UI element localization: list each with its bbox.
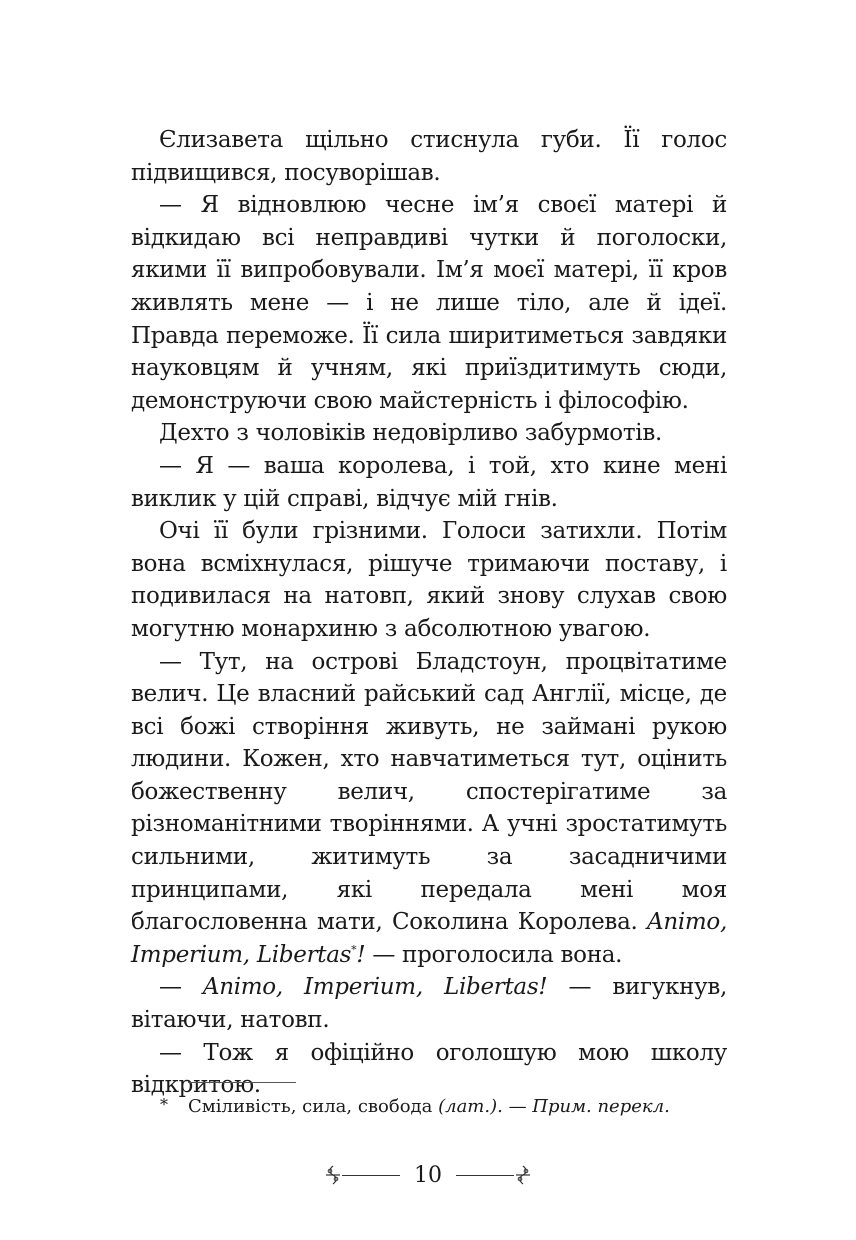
ornament-right-icon xyxy=(514,1165,532,1185)
text-run: Очі її були грізними. Голоси затихли. Потім вона всміхнулася, рішуче тримаючи поставу, і подивилася на натовп, який знову слухав свою могутню монархиню з абсолютною увагою. xyxy=(131,518,727,642)
footnote-marker: * xyxy=(160,1095,168,1114)
footnote-text: Сміливість, сила, свобода xyxy=(188,1096,439,1117)
footnote-reference: * xyxy=(351,943,357,957)
ornament-right-line xyxy=(456,1175,514,1176)
ornament-left-line xyxy=(342,1175,400,1176)
text-run: Єлизавета щільно стиснула губи. Її голос підвищився, посуворішав. xyxy=(131,127,727,186)
body-text xyxy=(131,124,727,1102)
text-run: — вигукнув, вітаючи, натовп. xyxy=(131,974,727,1034)
text-run: — Тож я офіційно оголошую мою школу відкритою. xyxy=(131,1039,727,1099)
text-run: — проголосила вона. xyxy=(365,941,623,968)
text-run: — Я — ваша королева, і той, хто кине мені виклик у цій справі, відчує мій гнів. xyxy=(131,452,727,512)
footnote-rule xyxy=(188,1082,296,1083)
text-run: Animo, Imperium, Libertas xyxy=(131,909,727,968)
text-run: ! xyxy=(356,941,366,968)
footnote xyxy=(160,1093,670,1119)
paragraph-p5 xyxy=(131,515,727,645)
paragraph-p4 xyxy=(131,450,727,515)
paragraph-p6 xyxy=(131,646,727,972)
paragraph-p7 xyxy=(131,971,727,1036)
text-run: Animo, Imperium, Libertas! xyxy=(202,974,548,1001)
page-footer xyxy=(0,1158,856,1192)
paragraph-p1 xyxy=(131,124,727,189)
ornament-left-icon xyxy=(324,1165,342,1185)
text-run: Дехто з чоловіків недовірливо забурмотів. xyxy=(159,420,662,447)
paragraph-p3 xyxy=(131,417,727,450)
footnote-lang-note: (лат.). — Прим. перекл. xyxy=(438,1096,670,1117)
text-run: — Тут, на острові Бладстоун, процвітатиме велич. Це власний райський сад Англії, місце, де всі божі створіння живуть, не займані рукою людини. Кожен, хто навчатиметься тут, оцінить божественну велич, спостерігатиме за різноманітними творіннями. А учні зростатимуть сильними, житимуть за засадничими принципами, які передала мені моя благословенна мати, Соколина Королева. xyxy=(131,648,727,936)
text-run: — xyxy=(159,974,203,1001)
text-run: — Я відновлюю чесне ім’я своєї матері й відкидаю всі неправдиві чутки й поголоски, якими її випробовували. Ім’я моєї матері, її кров живлять мене — і не лише тіло, але й ідеї. Правда переможе. Її сила ширитиметься завдяки науковцям й учням, які приїздитимуть сюди, демонструючи свою майстерність і філософію. xyxy=(131,192,727,414)
page-number: 10 xyxy=(414,1162,442,1188)
paragraph-p2 xyxy=(131,189,727,417)
